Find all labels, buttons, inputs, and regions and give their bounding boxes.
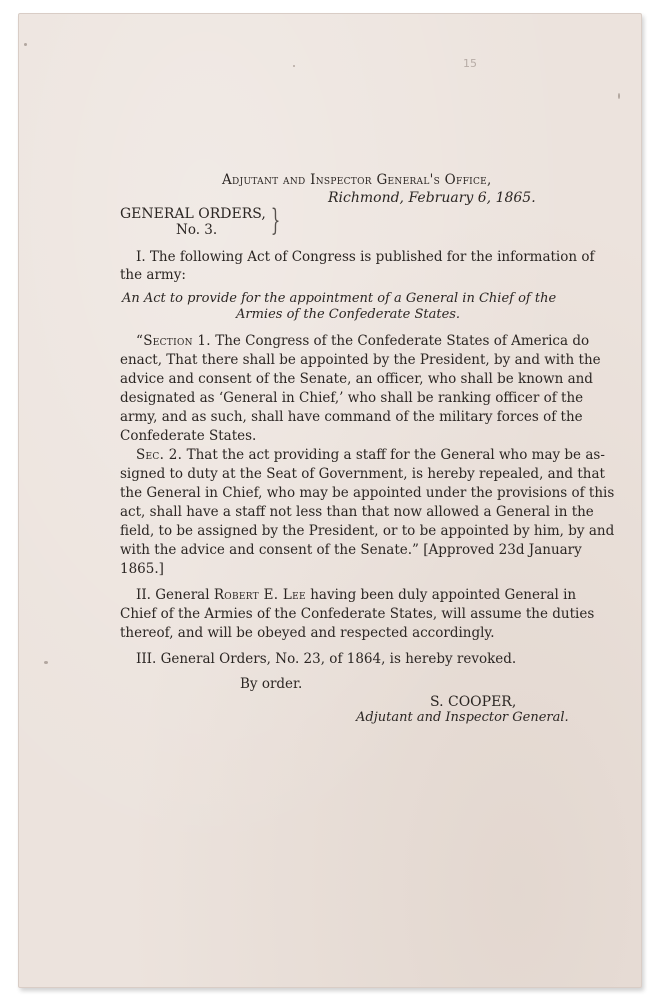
para1-line2: the army: [120,267,186,283]
section1-line3: advice and consent of the Senate, an officer, who shall be known and [120,371,593,387]
section2-line4: act, shall have a staff not less than that now allowed a General in the [120,504,594,520]
office-heading: Adjutant and Inspector General's Office, [222,172,492,188]
paper-speck [618,93,620,99]
para2-line2: Chief of the Armies of the Confederate States, will assume the duties [120,606,595,622]
orders-number: No. 3. [176,222,218,238]
section1-line1 [136,332,589,350]
para2-line1-text: having been duly appointed General in [310,587,577,603]
section2-line5: field, to be assigned by the President, or to be appointed by him, by and [120,523,615,539]
section1-line6: Confederate States. [120,428,257,444]
section2-line6: with the advice and consent of the Senate.” [Approved 23d January [120,542,582,558]
act-title-line2: Armies of the Confederate States. [236,307,461,322]
act-title-line1: An Act to provide for the appointment of a General in Chief of the [122,291,557,306]
section2-line7: 1865.] [120,561,164,577]
para1-line1: I. The following Act of Congress is published for the information of [136,249,595,265]
section1-line4: designated as ‘General in Chief,’ who shall be ranking officer of the [120,390,584,406]
para2-line1 [136,586,576,604]
para2-name: Robert E. Lee [213,587,306,603]
document-page [18,13,642,988]
section2-line2: signed to duty at the Seat of Government, is hereby repealed, and that [120,466,605,482]
signer-name: S. COOPER, [430,694,517,710]
paper-speck [24,43,27,46]
section1-line1-text: The Congress of the Confederate States of America do [215,333,590,349]
section2-line1-text: That the act providing a staff for the General who may be as- [186,447,605,463]
signer-title: Adjutant and Inspector General. [356,710,569,725]
section1-line5: army, and as such, shall have command of the military forces of the [120,409,583,425]
section2-line1 [136,446,605,464]
orders-brace: } [270,203,281,238]
place-date: Richmond, February 6, 1865. [328,190,536,206]
margin-pencil-note: 15 [463,57,477,70]
paper-speck [293,65,295,67]
para2-lead: II. General [136,587,210,603]
para2-line3: thereof, and will be obeyed and respected accordingly. [120,625,495,641]
section2-line3: the General in Chief, who may be appointed under the provisions of this [120,485,615,501]
para3-line1: III. General Orders, No. 23, of 1864, is hereby revoked. [136,651,517,667]
paper-speck [44,661,48,664]
by-order: By order. [240,676,303,692]
section1-line2: enact, That there shall be appointed by the President, by and with the [120,352,601,368]
section2-lead: Sec. 2. [136,447,183,463]
section1-lead: “Section 1. [136,333,211,349]
orders-title: GENERAL ORDERS, [120,206,266,222]
